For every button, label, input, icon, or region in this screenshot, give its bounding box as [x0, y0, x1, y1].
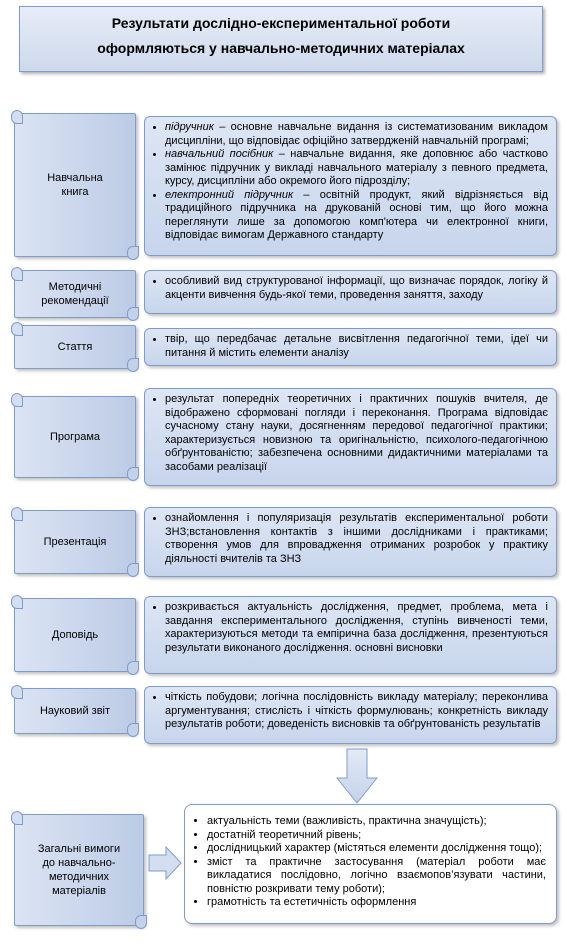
label-zahalni-vymohy — [14, 814, 144, 926]
page-title — [19, 6, 543, 72]
list-item — [165, 691, 548, 732]
desc-dopovid — [144, 596, 557, 674]
definition: – освітній продукт, який відрізняється від традиційного підручника на друкованій основі тим, що його можна переглянути лише за допомогою комп'ютера чи електронної книги, відповідає вимогам Державного стандарту — [165, 188, 549, 241]
definition: – навчальне видання, яке доповнює або частково замінює підручник у викладі навчального матеріалу з певного предмета, курсу, дисципліни або окремого його підрозділу; — [165, 148, 548, 187]
label-navchalna-knyha — [14, 113, 136, 257]
label-text: Доповідь — [51, 629, 99, 641]
desc-metodychni-rekomendatsii — [144, 270, 557, 314]
desc-prohrama — [144, 388, 557, 486]
definition: – основне навчальне видання із систематизованим викладом дисципліни, що відповідає офіційно затвердженій навчальній програмі; — [165, 121, 548, 147]
label-text: Науковий звіт — [39, 705, 111, 717]
term: електронний підручник — [165, 188, 294, 201]
definition: розкривається актуальність дослідження, предмет, проблема, мета і завдання експериментального дослідження, ступінь вивченості теми, характеризуються методи та емпірична база дослідження, презентуються результати виконаного дослідження. основні висновки — [165, 601, 548, 654]
label-text: Методичні рекомендації — [41, 281, 109, 307]
label-text: Програма — [49, 431, 101, 443]
label-naukovyi-zvit — [14, 688, 136, 734]
label-stattia — [14, 325, 136, 369]
definition: особливий вид структурованої інформації, що визначає порядок, логіку й акценти вивчення будь-якої теми, проведення заняття, заходу — [165, 275, 548, 301]
definition: твір, що передбачає детальне висвітлення педагогічної теми, ідеї чи питання й містить елементи аналізу — [165, 333, 548, 359]
list-item — [165, 148, 548, 189]
label-text: Загальні вимоги до навчально-методичних матеріалів — [37, 843, 121, 897]
list-item — [165, 393, 548, 474]
definition: ознайомлення і популяризація результатів експериментальної роботи ЗНЗ;встановлення контактів з іншими дослідниками і практиками; створення умов для впровадження отриманих розробок у практику діяльності вчителів та ЗНЗ — [165, 512, 548, 565]
definition: результат попередніх теоретичних і практичних пошуків вчителя, де відображено сформовані погляди і переконання. Програма відповідає сучасному стану науки, досягненням передової педагогічної практики; характеризується новизною та оригінальністю, психолого-педагогічною обґрунтованістю; забезпечена основними дидактичними матеріалами та засобами реалізації — [165, 393, 548, 473]
label-text: Стаття — [57, 341, 93, 353]
label-text: Навчальна книга — [47, 172, 103, 198]
list-item — [165, 189, 548, 243]
term: підручник — [165, 121, 214, 133]
definition: чіткість побудови; логічна послідовність викладу матеріалу; переконлива аргументування; стислість і чіткість формулювань; конкретність викладу результатів роботи; доведеність висновків та обґрунтованість результатів — [165, 691, 548, 730]
list-item: • дослідницький характер (містяться елементи дослідження тощо); — [207, 842, 546, 856]
list-item: • грамотність та естетичність оформлення — [207, 896, 546, 910]
list-item — [165, 512, 548, 566]
label-prezentatsiia — [14, 510, 136, 574]
label-text: Презентація — [43, 536, 107, 548]
label-prohrama — [14, 396, 136, 478]
title-line-1: Результати дослідно-експериментальної роботи — [111, 15, 451, 31]
list-item: • достатній теоретичний рівень; — [207, 829, 546, 843]
list-item — [165, 121, 548, 148]
down-arrow-icon — [336, 748, 378, 804]
desc-navchalna-knyha — [144, 116, 557, 256]
desc-naukovyi-zvit — [144, 686, 557, 744]
label-metodychni-rekomendatsii — [14, 270, 136, 318]
list-item — [165, 333, 548, 360]
label-dopovid — [14, 598, 136, 672]
list-item: • актуальність теми (важливість, практична значущість); — [207, 815, 546, 829]
desc-prezentatsiia — [144, 507, 557, 577]
list-item — [165, 275, 548, 302]
list-item — [165, 601, 548, 655]
list-item: • зміст та практичне застосування (матеріал роботи має викладатися послідовно, логічно взаємопов’язувати частини, повністю розкривати тему роботи); — [207, 856, 546, 897]
requirements-box — [184, 804, 557, 924]
title-line-2: оформляються у навчально-методичних матеріалах — [97, 40, 465, 56]
desc-stattia — [144, 328, 557, 366]
term: навчальний посібник — [165, 148, 274, 160]
right-arrow-icon — [148, 846, 182, 880]
